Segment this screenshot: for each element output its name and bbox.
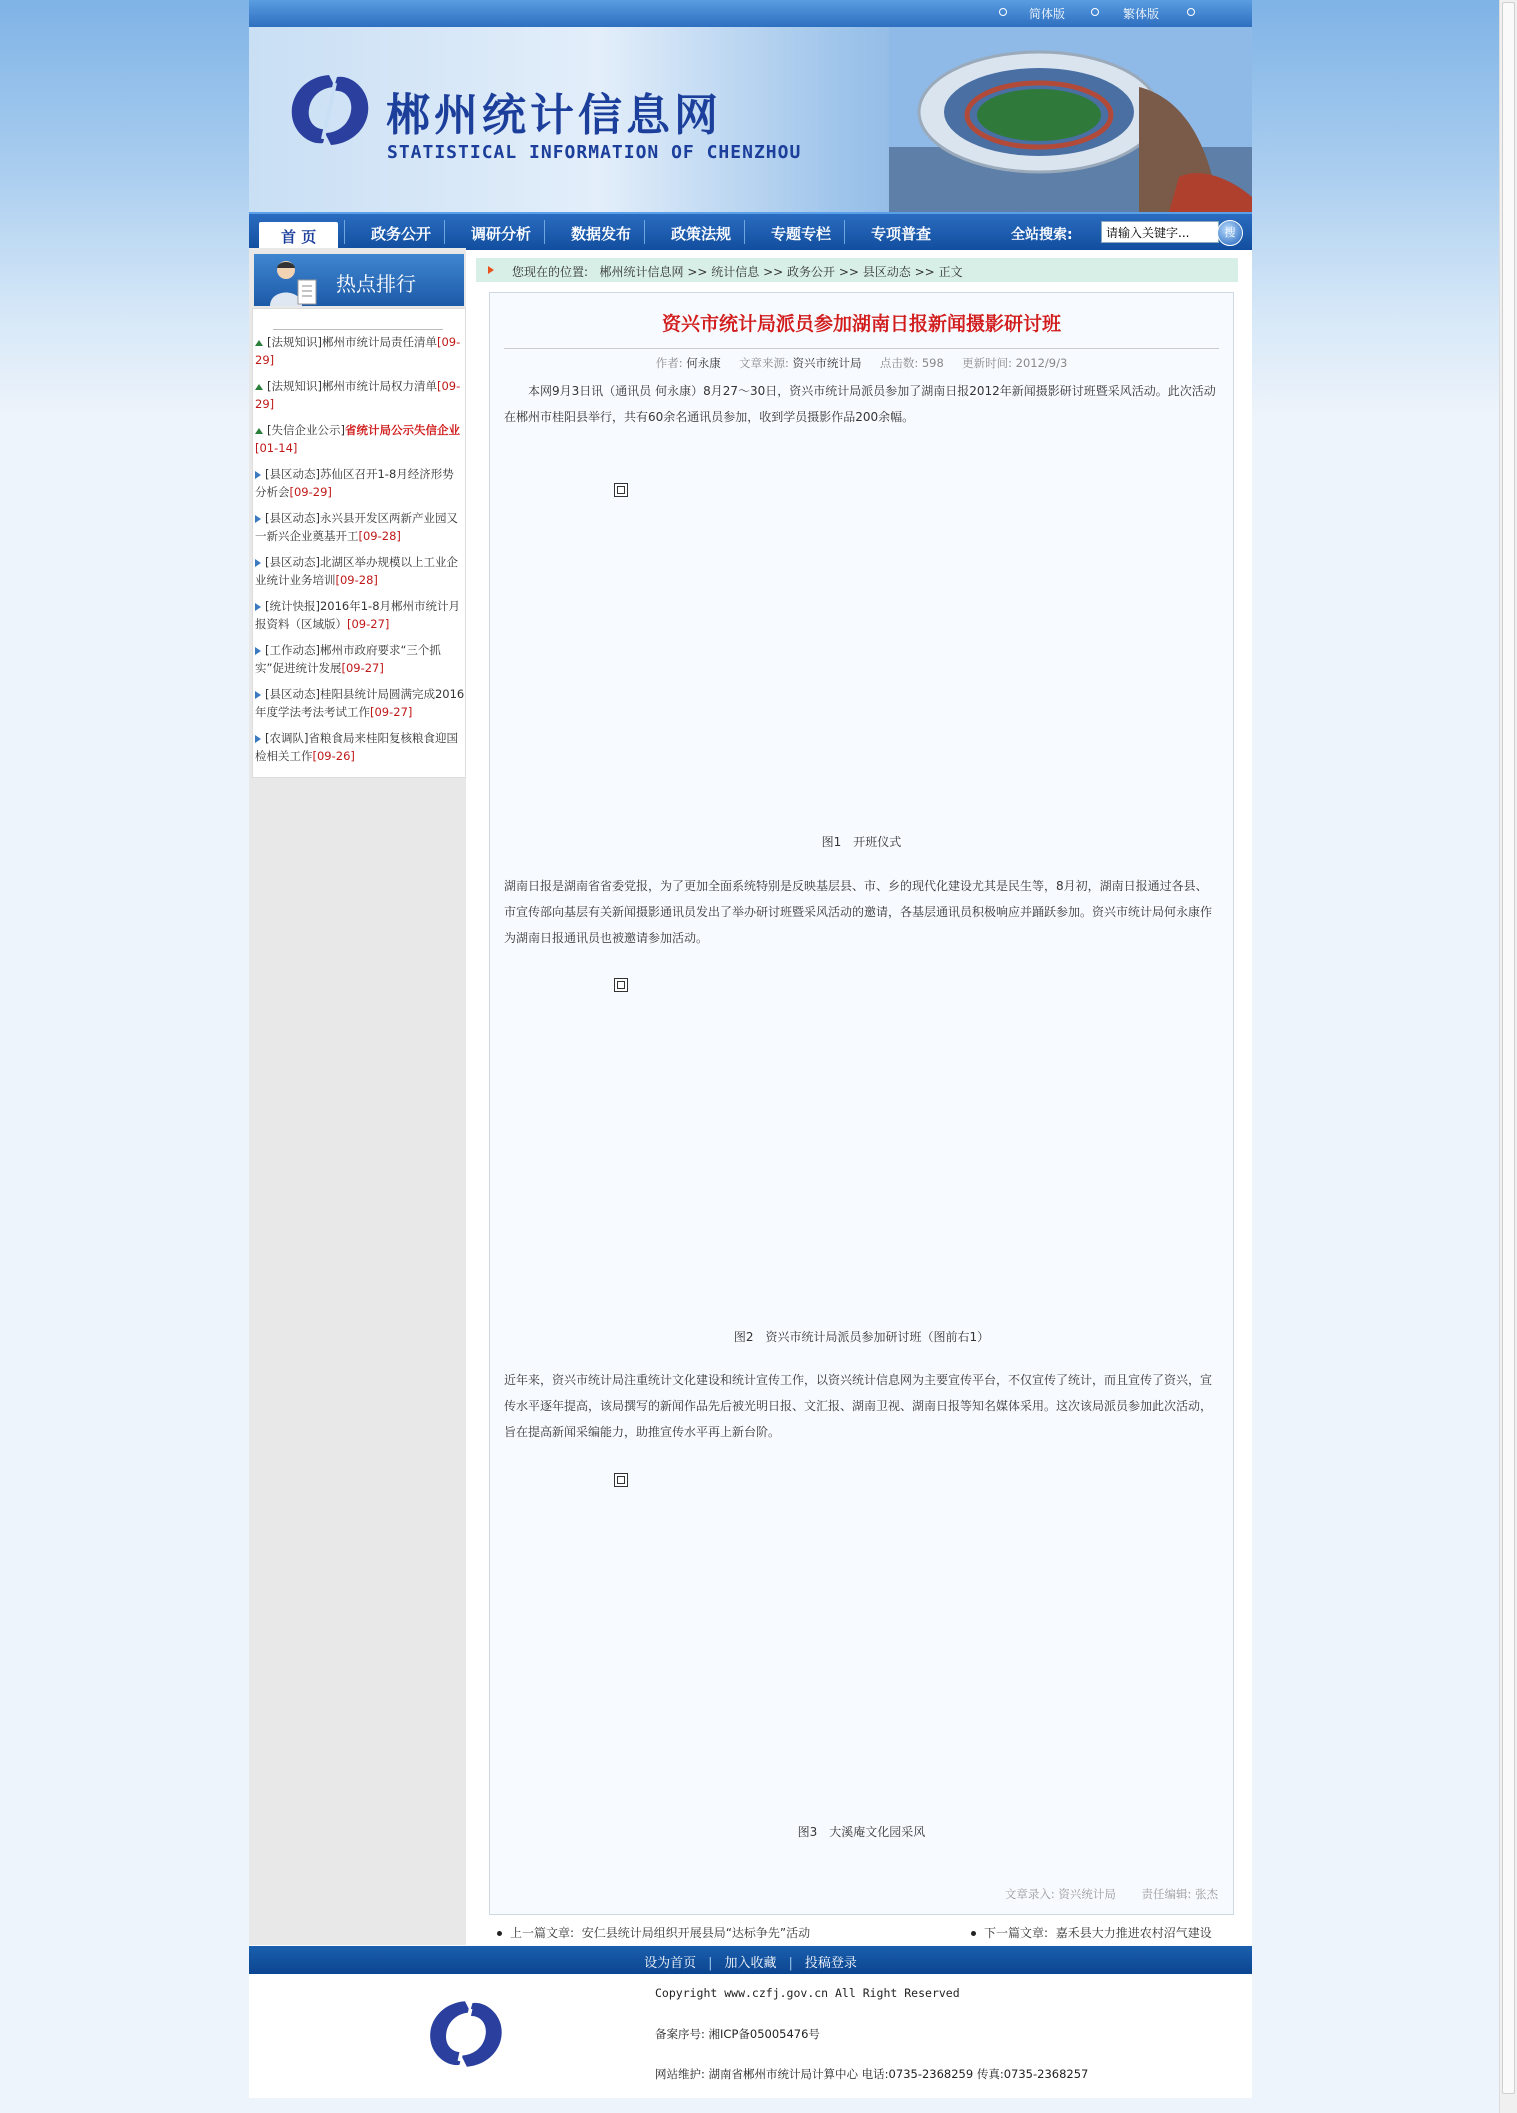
hot-item-text[interactable]: [法规知识]郴州市统计局责任清单 [267,335,437,349]
figure-caption-2: 图2 资兴市统计局派员参加研讨班（图前右1） [733,1330,990,1344]
nav-research[interactable]: 调研分析 [471,225,532,243]
nav-topics[interactable]: 专题专栏 [771,225,832,243]
hot-item-text[interactable]: [统计快报]2016年1-8月郴州市统计月报资料（区域版） [255,599,461,631]
hot-item-text[interactable]: [法规知识]郴州市统计局权力清单 [267,379,437,393]
source-label: 文章来源: [739,356,789,370]
article-title: 资兴市统计局派员参加湖南日报新闻摄影研讨班 [661,313,1061,335]
hot-ranking-title: 热点排行 [336,272,416,296]
maintenance-text: 网站维护: 湖南省郴州市统计局计算中心 电话:0735-2368259 传真:0735-2368257 [655,2067,1089,2081]
breadcrumb-label: 您现在的位置: [512,265,589,279]
hot-item-text[interactable]: [工作动态]郴州市政府要求“三个抓实”促进统计发展 [255,643,441,675]
bullet-icon [999,8,1007,16]
list-item[interactable] [255,729,465,765]
hot-ranking-header [254,254,464,306]
hot-item-highlight[interactable]: 省统计局公示失信企业 [344,423,460,437]
arrow-right-icon [255,515,261,523]
breadcrumb-stat-info[interactable]: 统计信息 [711,265,760,279]
icp-text: 备案序号: 湘ICP备05005476号 [655,2027,820,2041]
nav-separator [544,220,545,244]
prev-article-link[interactable]: 安仁县统计局组织开展县局“达标争先”活动 [581,1926,811,1940]
breadcrumb-home[interactable]: 郴州统计信息网 [599,265,684,279]
list-item[interactable] [255,553,465,589]
bullet-icon [971,1931,976,1936]
traditional-link[interactable]: 繁体版 [1123,7,1160,21]
prev-article [497,1924,810,1941]
figure-caption-3: 图3 大溪庵文化园采风 [797,1825,926,1839]
search-input[interactable] [1101,221,1219,243]
hot-ranking-list [252,308,466,778]
hot-item-text[interactable]: [农调队]省粮食局来桂阳复核粮食迎国检相关工作 [255,731,458,763]
hot-item-date: [09-26] [312,749,355,763]
prev-next-nav [497,1924,1237,1942]
left-sidebar [249,248,466,1945]
hot-item-date: [09-29] [255,335,461,367]
hot-item-text[interactable]: [县区动态]北湖区举办规模以上工业企业统计业务培训 [255,555,458,587]
nav-home[interactable]: 首 页 [259,222,338,251]
list-item[interactable] [255,465,465,501]
search-label: 全站搜索: [1011,227,1073,243]
nav-census[interactable]: 专项普查 [871,225,932,243]
nav-data-release[interactable]: 数据发布 [571,225,632,243]
hot-item-date: [09-27] [347,617,390,631]
arrow-right-icon [488,266,494,274]
author-label: 作者: [655,356,683,370]
clicks-label: 点击数: [879,356,919,370]
stadium-image [889,27,1252,212]
nav-separator [744,220,745,244]
arrow-right-icon [255,603,261,611]
submit-login-link[interactable]: 投稿登录 [804,1956,857,1971]
list-item[interactable] [255,377,465,413]
nav-separator [644,220,645,244]
breadcrumb-county-news[interactable]: 县区动态 [862,265,911,279]
person-icon [262,256,322,306]
vertical-scrollbar[interactable] [1499,0,1517,2113]
hot-item-date: [01-14] [255,441,298,455]
editor-label: 责任编辑: [1141,1887,1192,1901]
hot-item-date: [09-28] [335,573,378,587]
hot-item-date: [09-28] [358,529,401,543]
figure-caption-1: 图1 开班仪式 [821,835,902,849]
arrow-right-icon [255,559,261,567]
arrow-right-icon [255,471,261,479]
article-footer [490,1886,1218,1902]
next-article-link[interactable]: 嘉禾县大力推进农村沼气建设 [1055,1926,1212,1940]
nav-government-affairs[interactable]: 政务公开 [371,225,432,243]
nav-separator [444,220,445,244]
breadcrumb-text: 您现在的位置: 郴州统计信息网 >> 统计信息 >> 政务公开 >> 县区动态 >> 正文 [512,265,963,279]
hot-item-date: [09-27] [370,705,413,719]
hot-item-date: [09-29] [255,379,461,411]
list-item[interactable] [255,685,465,721]
site-banner [249,27,1252,212]
breadcrumb [476,258,1238,282]
simplified-link[interactable]: 简体版 [1029,7,1066,21]
list-item[interactable] [255,509,465,545]
breadcrumb-gov-affairs[interactable]: 政务公开 [787,265,836,279]
next-label: 下一篇文章: [984,1926,1049,1940]
arrow-up-icon [255,340,263,346]
article-paragraph-2: 湖南日报是湖南省省委党报，为了更加全面系统特别是反映基层县、市、乡的现代化建设尤其是民生等，8月初，湖南日报通过各县、市宣传部向基层有关新闻摄影通讯员发出了举办研讨班暨采风活动的邀请，各基层通讯员积极响应并踊跃参加。资兴市统计局何永康作为湖南日报通讯员也被邀请参加活动。 [504,879,1213,945]
broken-image-icon [614,978,628,992]
clicks-value: 598 [921,356,944,370]
article [489,292,1234,1915]
hot-item-text[interactable]: [县区动态]苏仙区召开1-8月经济形势分析会 [255,467,454,499]
site-title: 郴州统计信息网 [386,90,722,141]
site-logo-icon [283,69,375,151]
arrow-right-icon [255,735,261,743]
divider [273,329,443,330]
next-article [971,1924,1212,1941]
arrow-right-icon [255,691,261,699]
hot-item-date: [09-27] [341,661,384,675]
updated-label: 更新时间: [962,356,1012,370]
arrow-right-icon [255,647,261,655]
editor-value: 张杰 [1195,1887,1218,1901]
bullet-icon [1187,8,1195,16]
list-item[interactable] [255,597,465,633]
article-meta [490,355,1233,371]
author-value: 何永康 [686,356,721,370]
search-button[interactable]: 搜 [1217,220,1243,246]
hot-item-text[interactable]: [失信企业公示] [267,423,345,437]
hot-item-date: [09-29] [289,485,332,499]
nav-separator [844,220,845,244]
updated-value: 2012/9/3 [1015,356,1068,370]
list-item[interactable] [255,421,465,457]
hot-item-text[interactable]: [县区动态]永兴县开发区两新产业园又一新兴企业奠基开工 [255,511,458,543]
main-nav [249,212,1252,250]
list-item[interactable] [255,641,465,677]
nav-policy[interactable]: 政策法规 [671,225,732,243]
entry-label: 文章录入: [1004,1887,1055,1901]
broken-image-icon [614,483,628,497]
bullet-icon [497,1931,502,1936]
set-homepage-link[interactable]: 设为首页 [644,1956,697,1971]
bullet-icon [1091,8,1099,16]
scrollbar-thumb[interactable] [1502,2,1515,2094]
breadcrumb-current: 正文 [938,265,963,279]
article-paragraph-3: 近年来，资兴市统计局注重统计文化建设和统计宣传工作，以资兴统计信息网为主要宣传平台，不仅宣传了统计，而且宣传了资兴，宣传水平逐年提高，该局撰写的新闻作品先后被光明日报、文汇报、湖南卫视、湖南日报等知名媒体采用。这次该局派员参加此次活动，旨在提高新闻采编能力，助推宣传水平再上新台阶。 [504,1373,1213,1439]
copyright-text: Copyright www.czfj.gov.cn All Right Reserved [655,1986,960,2000]
add-favorite-link[interactable]: 加入收藏 [724,1956,777,1971]
divider [504,348,1219,349]
page-container [249,0,1252,2098]
footer-links: 设为首页 | 加入收藏 | 投稿登录 [644,1956,857,1971]
list-item[interactable] [255,333,465,369]
footer-logo-icon [422,1994,508,2074]
source-value: 资兴市统计局 [792,356,862,370]
broken-image-icon [614,1473,628,1487]
article-paragraph-1: 本网9月3日讯（通讯员 何永康）8月27～30日，资兴市统计局派员参加了湖南日报2012年新闻摄影研讨班暨采风活动。此次活动在郴州市桂阳县举行，共有60余名通讯员参加，收到学员摄影作品200余幅。 [504,384,1216,424]
footer-links-bar [249,1946,1252,1974]
hot-item-text[interactable]: [县区动态]桂阳县统计局圆满完成2016年度学法考法考试工作 [255,687,465,719]
arrow-up-icon [255,384,263,390]
footer [249,1974,1252,2098]
prev-label: 上一篇文章: [510,1926,575,1940]
nav-separator [344,220,345,244]
top-strip [249,0,1252,27]
entry-value: 资兴统计局 [1058,1887,1116,1901]
site-subtitle: STATISTICAL INFORMATION OF CHENZHOU [387,142,802,163]
arrow-up-icon [255,428,263,434]
